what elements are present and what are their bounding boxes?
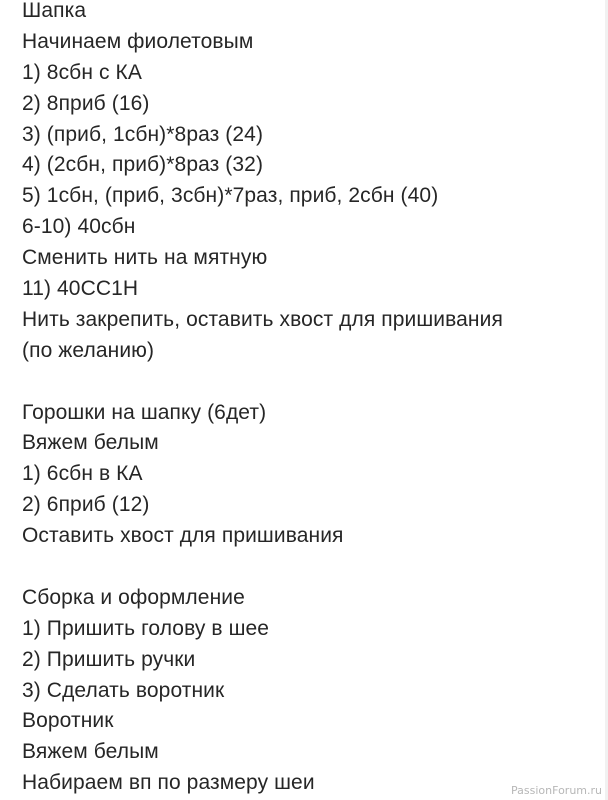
text-line: 1) Пришить голову в шее xyxy=(22,616,270,640)
blank-line xyxy=(22,367,608,398)
watermark: PassionForum.ru xyxy=(511,784,602,797)
text-line: 3) (приб, 1сбн)*8раз (24) xyxy=(22,122,264,146)
text-line: Вяжем белым xyxy=(22,740,159,764)
text-line: 2) 6приб (12) xyxy=(22,493,150,517)
text-line: 2) Пришить ручки xyxy=(22,647,196,671)
heading-collar: Воротник xyxy=(22,709,114,733)
text-line: 2) 8приб (16) xyxy=(22,91,150,115)
text-line: 5) 1сбн, (приб, 3сбн)*7раз, приб, 2сбн (40) xyxy=(22,184,439,208)
text-line: Сменить нить на мятную xyxy=(22,246,268,270)
text-line: Оставить хвост для пришивания xyxy=(22,524,344,548)
text-line: 11) 40СС1Н xyxy=(22,277,139,301)
text-line: 4) (2сбн, приб)*8раз (32) xyxy=(22,153,264,177)
text-line: 3) Сделать воротник xyxy=(22,678,225,702)
text-line: 1) 8сбн с КА xyxy=(22,60,142,84)
text-line: Начинаем фиолетовым xyxy=(22,29,254,53)
text-line: (по желанию) xyxy=(22,338,155,362)
text-line: Вяжем белым xyxy=(22,431,159,455)
heading-hat: Шапка xyxy=(22,0,87,22)
blank-line xyxy=(22,552,608,583)
text-line: 6-10) 40сбн xyxy=(22,215,136,239)
heading-assembly: Сборка и оформление xyxy=(22,585,245,609)
text-line: 1) 6сбн в КА xyxy=(22,462,143,486)
text-line: Нить закрепить, оставить хвост для пришивания xyxy=(22,307,503,331)
document-text xyxy=(22,0,608,799)
heading-dots: Горошки на шапку (6дет) xyxy=(22,400,267,424)
text-line: Набираем вп по размеру шеи xyxy=(22,771,315,795)
